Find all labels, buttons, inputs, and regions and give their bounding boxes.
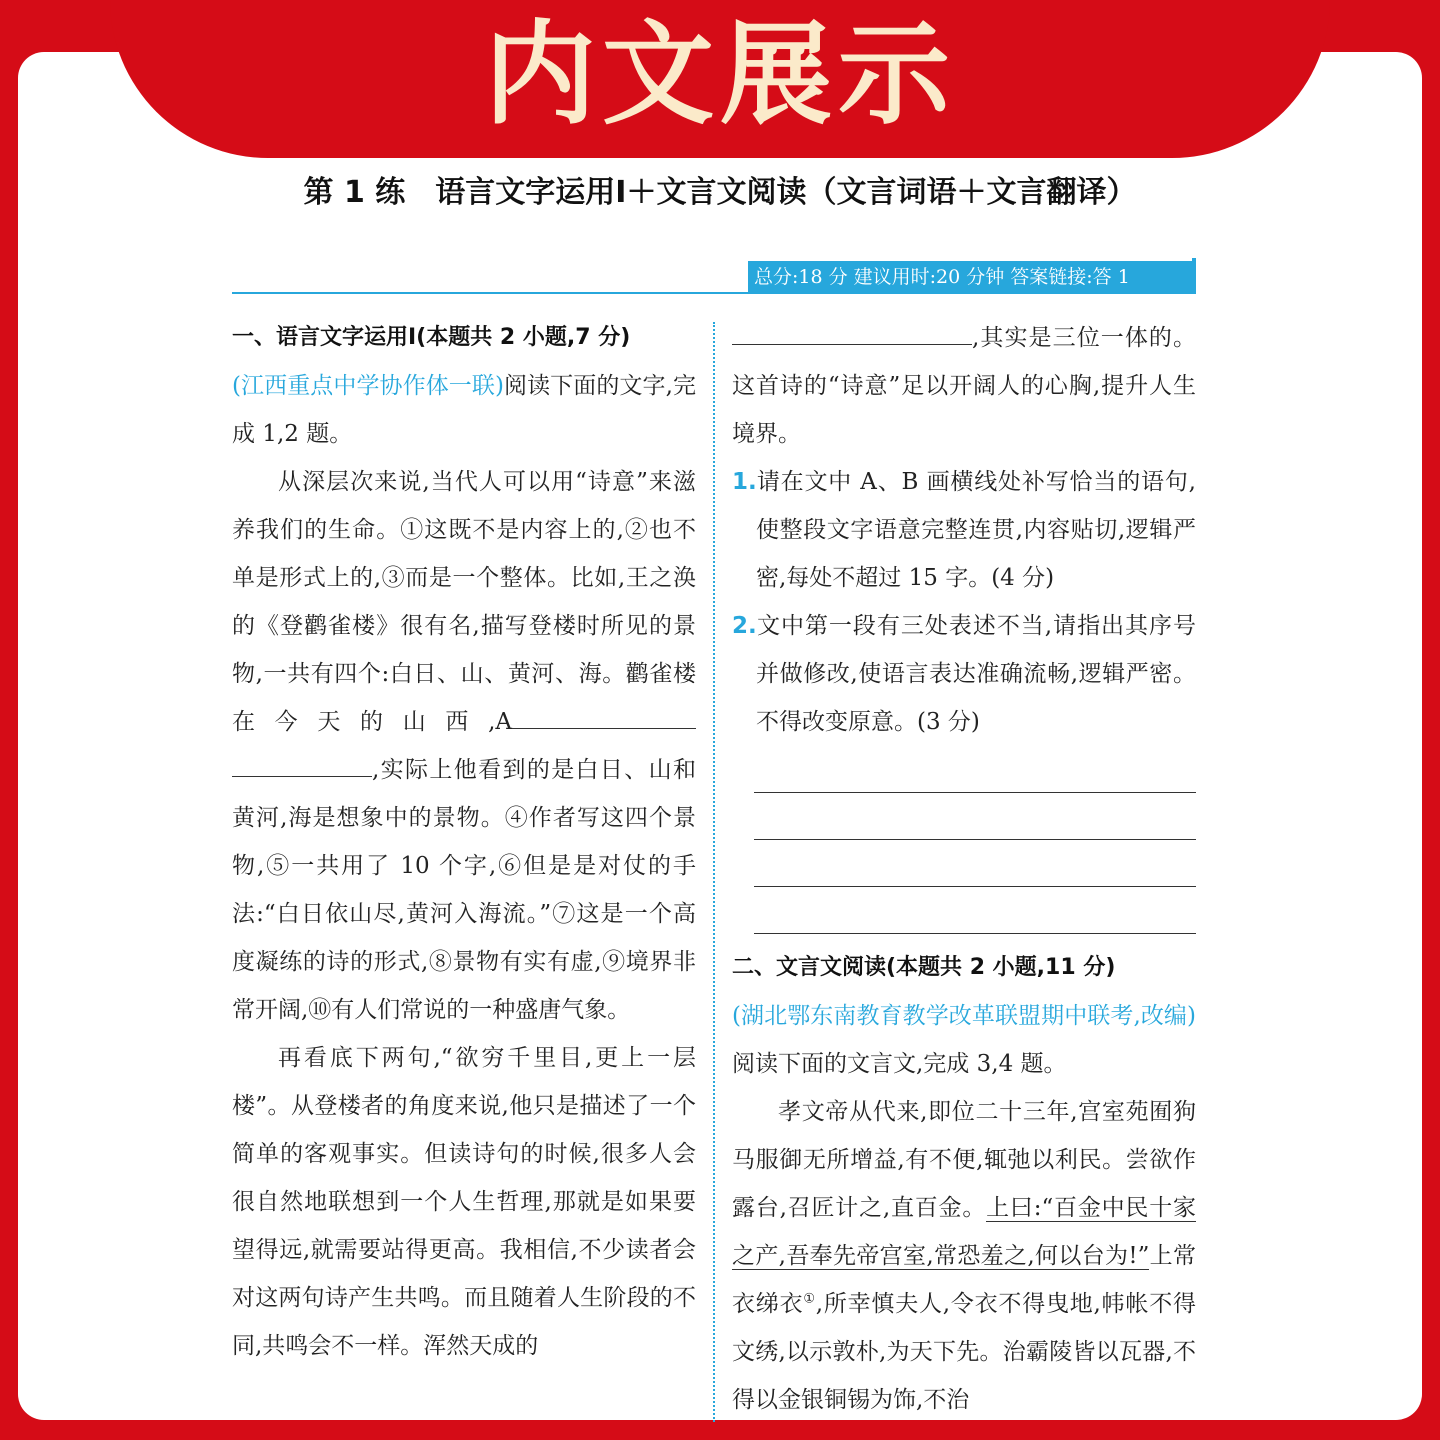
section2-heading: 二、文言文阅读(本题共 2 小题,11 分) [732, 955, 1116, 980]
classical-passage [732, 1088, 1196, 1424]
info-end-bar [1192, 258, 1196, 294]
cont1: ,其实是三位一体的。这首诗的“诗意”足以开阔人的心胸,提升人生境界。 [732, 325, 1196, 447]
section1-heading: 一、语言文字运用Ⅰ(本题共 2 小题,7 分) [232, 325, 631, 350]
info-total: 总分:18 分 [754, 266, 848, 288]
banner-title: 内文展示 [484, 10, 956, 140]
q2-number: 2. [732, 613, 757, 639]
p3-b: 上常衣绨衣 [732, 1243, 1197, 1317]
passage-cont [732, 314, 1196, 458]
source1: (江西重点中学协作体一联) [232, 373, 504, 399]
q2-text: 文中第一段有三处表述不当,请指出其序号并做修改,使语言表达准确流畅,逻辑严密。不得改变原意。(3 分) [756, 613, 1196, 735]
blank-a[interactable] [512, 706, 696, 729]
p1-part2: ,实际上他看到的是白日、山和黄河,海是想象中的景物。④作者写这四个景物,⑤一共用了 10 个字,⑥但是是对仗的手法:“白日依山尽,黄河入海流。”⑦这是一个高度凝练的诗的形式,⑧景物有实有虚,⑨境界非常开阔,⑩有人们常说的一种盛唐气象。 [232, 757, 696, 1023]
column-divider [713, 322, 715, 1422]
page-card [18, 52, 1422, 1420]
passage-p1 [232, 458, 696, 1034]
info-answer: 答案链接:答 1 [1010, 266, 1130, 288]
section2-intro [732, 992, 1196, 1088]
blank-b[interactable] [732, 322, 972, 345]
p3-underlined: 上曰:“百金中民十家之产,吾奉先帝宫室,常恐羞之,何以台为!” [732, 1195, 1196, 1269]
answer-line-2[interactable] [754, 793, 1196, 840]
left-column [232, 314, 696, 1370]
q1-text: 请在文中 A、B 画横线处补写恰当的语句,使整段文字语意完整连贯,内容贴切,逻辑严密,每处不超过 15 字。(4 分) [756, 469, 1196, 591]
p3-a: 孝文帝从代来,即位二十三年,宫室苑囿狗马服御无所增益,有不便,辄弛以利民。尝欲作露台,召匠计之,直百金。 [732, 1099, 1196, 1221]
intro2: 阅读下面的文言文,完成 3,4 题。 [732, 1051, 1067, 1077]
intro1: 阅读下面的文字,完成 1,2 题。 [232, 373, 696, 447]
lesson-title: 第 1 练 语言文字运用Ⅰ＋文言文阅读（文言词语＋文言翻译） [303, 175, 1137, 210]
right-column [732, 314, 1196, 1424]
question-1 [732, 458, 1196, 602]
blank-a-cont[interactable] [232, 754, 372, 777]
passage-p2: 再看底下两句,“欲穷千里目,更上一层楼”。从登楼者的角度来说,他只是描述了一个简单的客观事实。但读诗句的时候,很多人会很自然地联想到一个人生哲理,那就是如果要望得远,就需要站得更高。我相信,不少读者会对这两句诗产生共鸣。而且随着人生阶段的不同,共鸣会不一样。浑然天成的 [232, 1045, 696, 1359]
info-time: 建议用时:20 分钟 [853, 266, 1005, 288]
answer-line-3[interactable] [754, 840, 1196, 887]
footnote-mark: ① [803, 1291, 816, 1307]
info-box [748, 261, 1196, 293]
source2: (湖北鄂东南教育教学改革联盟期中联考,改编) [732, 1003, 1196, 1029]
p3-c: ,所幸慎夫人,令衣不得曳地,帏帐不得文绣,以示敦朴,为天下先。治霸陵皆以瓦器,不得以金银铜锡为饰,不治 [732, 1291, 1196, 1413]
answer-line-4[interactable] [754, 887, 1196, 934]
answer-line-1[interactable] [754, 746, 1196, 793]
section1-intro [232, 362, 696, 458]
p1-part1: 从深层次来说,当代人可以用“诗意”来滋养我们的生命。①这既不是内容上的,②也不单是形式上的,③而是一个整体。比如,王之涣的《登鹳雀楼》很有名,描写登楼时所见的景物,一共有四个:白日、山、黄河、海。鹳雀楼在今天的山西,A [232, 469, 696, 735]
question-2 [732, 602, 1196, 746]
q1-number: 1. [732, 469, 757, 495]
